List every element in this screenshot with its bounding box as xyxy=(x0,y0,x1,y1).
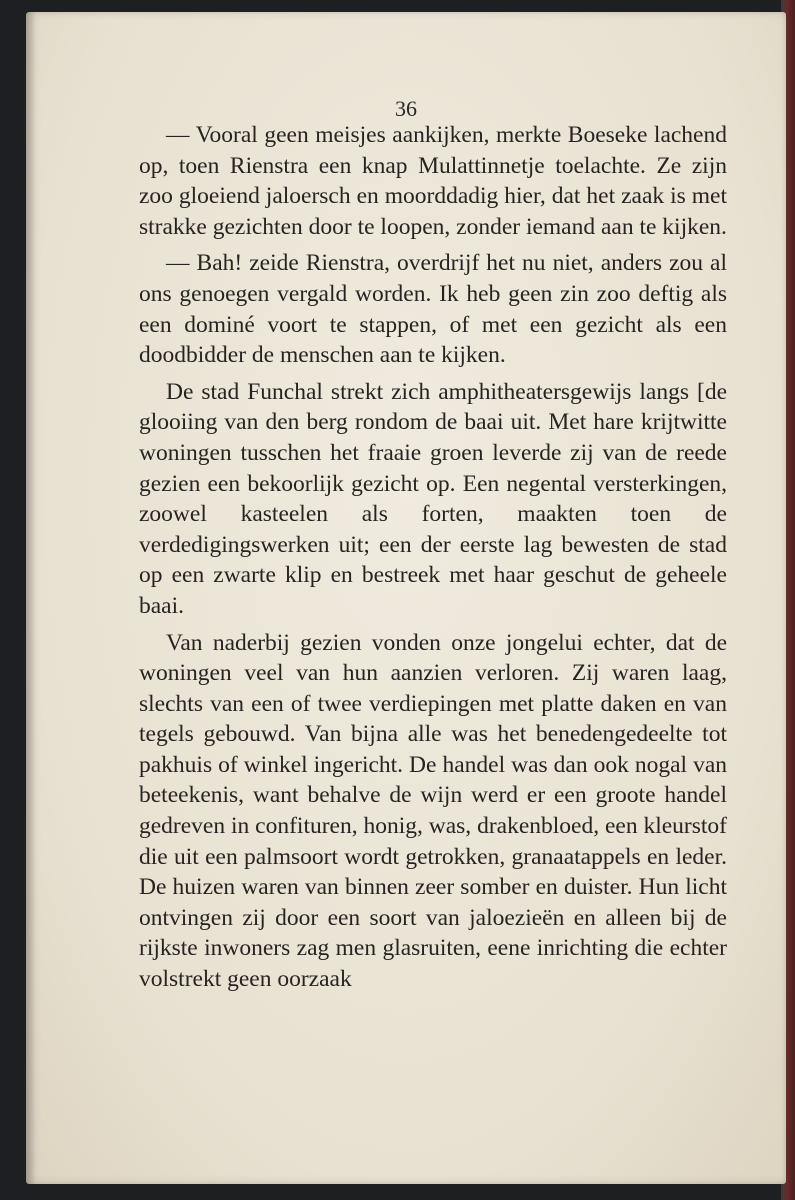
paragraph: — Vooral geen meisjes aankijken, merkte Boeseke lachend op, toen Rienstra een knap Mulattinnetje toelachte. Ze zijn zoo gloeiend jaloersch en moorddadig hier, dat het zaak is met strakke gezichten door te loopen, zonder iemand aan te kijken. xyxy=(139,122,727,240)
body-text xyxy=(139,120,727,995)
paragraph: — Bah! zeide Rienstra, overdrijf het nu niet, anders zou al ons genoegen vergald worden. Ik heb geen zin zoo deftig als een dominé voort te stappen, of met een gezicht als een doodbidder de menschen aan te kijken. xyxy=(139,250,727,369)
page-number: 36 xyxy=(395,96,417,121)
paragraph: Van naderbij gezien vonden onze jongelui echter, dat de woningen veel van hun aanzien verloren. Zij waren laag, slechts van een of twee verdiepingen met platte daken en van tegels gebouwd. Van bijna alle was het benedengedeelte tot pakhuis of winkel ingericht. De handel was dan ook nogal van beteekenis, want behalve de wijn werd er een groote handel gedreven in confituren, honig, was, drakenbloed, een kleurstof die uit een palmsoort wordt getrokken, granaatappels en leder. De huizen waren van binnen zeer somber en duister. Hun licht ontvingen zij door een soort van jaloezieën en alleen bij de rijkste inwoners zag men glasruiten, eene inrichting die echter volstrekt geen oorzaak xyxy=(139,629,727,993)
paragraph: De stad Funchal strekt zich amphitheatersgewijs langs [de glooiing van den berg rondom de baai uit. Met hare krijtwitte woningen tusschen het fraaie groen leverde zij van de reede gezien een bekoorlijk gezicht op. Een negental versterkingen, zoowel kasteelen als forten, maakten toen de verdedigingswerken uit; een der eerste lag bewesten de stad op een zwarte klip en bestreek met haar geschut de geheele baai. xyxy=(139,378,727,619)
gutter-shadow xyxy=(26,12,36,1184)
